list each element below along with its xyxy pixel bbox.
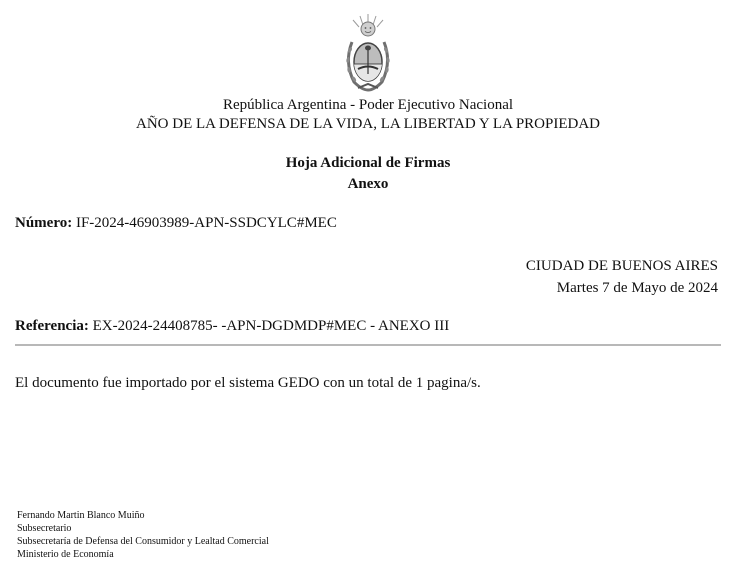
referencia-value: EX-2024-24408785- -APN-DGDMDP#MEC - ANEXO III <box>92 318 450 334</box>
document-city: CIUDAD DE BUENOS AIRES <box>525 258 718 274</box>
document-reference <box>15 317 449 335</box>
document-date: Martes 7 de Mayo de 2024 <box>556 280 718 296</box>
section-divider <box>15 344 721 346</box>
document-body: El documento fue importado por el sistema GEDO con un total de 1 pagina/s. <box>15 375 481 391</box>
signer-office: Subsecretaría de Defensa del Consumidor y Lealtad Comercial <box>17 536 269 547</box>
referencia-label: Referencia: <box>15 318 89 334</box>
signer-ministry: Ministerio de Economía <box>17 549 114 560</box>
document-title: Hoja Adicional de Firmas <box>285 155 451 171</box>
signer-name: Fernando Martin Blanco Muiño <box>17 510 145 521</box>
argentina-coat-of-arms-icon <box>340 12 396 94</box>
document-subtitle: Anexo <box>347 176 389 192</box>
header-year-motto: AÑO DE LA DEFENSA DE LA VIDA, LA LIBERTAD Y LA PROPIEDAD <box>135 116 600 132</box>
numero-label: Número: <box>15 215 73 231</box>
numero-value: IF-2024-46903989-APN-SSDCYLC#MEC <box>75 215 337 231</box>
header-republic-line: República Argentina - Poder Ejecutivo Nacional <box>222 97 514 113</box>
document-number <box>15 214 337 232</box>
signer-role: Subsecretario <box>17 523 72 534</box>
